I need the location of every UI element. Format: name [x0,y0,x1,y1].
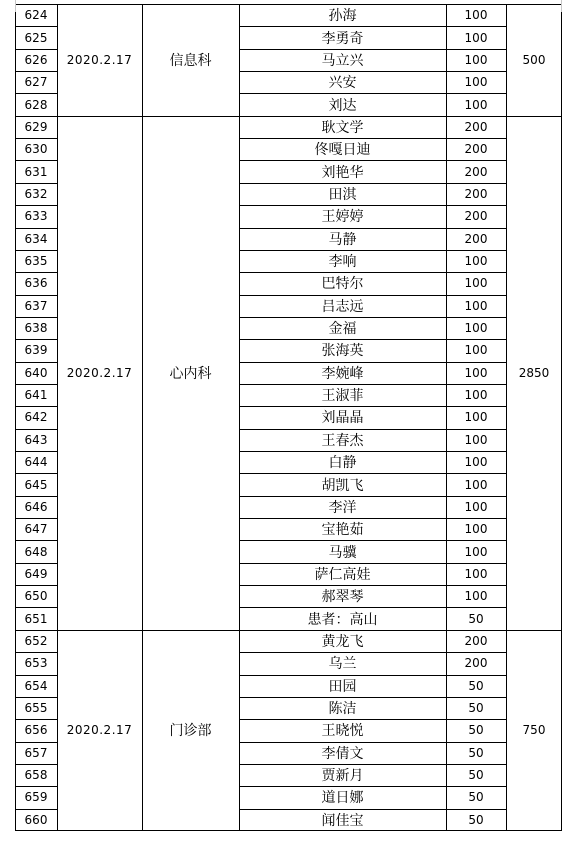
row-number: 660 [24,812,48,827]
row-divider [239,809,506,810]
row-divider [239,742,506,743]
row-name: 孙海 [328,8,357,25]
row-divider [15,339,57,340]
row-divider [15,585,57,586]
row-divider [239,93,506,94]
row-amount: 100 [464,388,488,403]
row-divider [239,362,506,363]
row-name: 马立兴 [321,52,364,69]
row-name: 乌兰 [328,656,357,673]
group-date: 2020.2.17 [66,365,133,380]
row-amount: 100 [464,30,488,45]
row-divider [239,295,506,296]
row-divider [15,496,57,497]
row-divider [15,406,57,407]
row-amount: 100 [464,432,488,447]
group-date: 2020.2.17 [66,723,133,738]
row-divider [239,250,506,251]
row-amount: 50 [468,723,484,738]
column-divider [142,4,143,831]
row-divider [15,49,57,50]
row-name: 马静 [328,231,357,248]
row-amount: 50 [468,701,484,716]
row-name: 陈洁 [328,701,357,718]
row-name: 胡凯飞 [321,477,364,494]
row-divider [15,26,57,27]
row-divider [239,429,506,430]
row-divider [239,160,506,161]
row-divider [15,429,57,430]
row-divider [239,786,506,787]
row-name: 耿文学 [321,119,364,136]
row-number: 641 [24,388,48,403]
row-divider [15,675,57,676]
row-amount: 50 [468,790,484,805]
row-divider [239,339,506,340]
row-divider [15,809,57,810]
row-number: 657 [24,745,48,760]
row-number: 630 [24,142,48,157]
row-name: 刘达 [328,97,357,114]
row-number: 643 [24,432,48,447]
row-number: 632 [24,186,48,201]
row-number: 651 [24,611,48,626]
row-divider [239,473,506,474]
row-divider [15,652,57,653]
row-amount: 100 [464,589,488,604]
row-amount: 50 [468,745,484,760]
row-divider [15,295,57,296]
row-name: 田园 [328,678,357,695]
row-number: 647 [24,522,48,537]
row-amount: 200 [464,634,488,648]
row-divider [15,116,562,117]
row-divider [15,518,57,519]
row-divider [15,205,57,206]
row-divider [15,93,57,94]
row-name: 郝翠琴 [321,589,364,606]
row-number: 654 [24,678,48,693]
row-amount: 200 [464,209,488,224]
row-number: 625 [24,30,48,45]
row-name: 佟嘎日迪 [314,142,371,159]
row-name: 刘晶晶 [321,410,364,427]
row-name: 金福 [328,321,357,338]
row-divider [15,563,57,564]
row-divider [239,585,506,586]
row-amount: 100 [464,97,488,112]
row-divider [239,496,506,497]
row-divider [15,160,57,161]
row-divider [239,607,506,608]
row-divider [15,697,57,698]
row-name: 王婷婷 [321,209,364,226]
row-divider [239,71,506,72]
row-divider [239,451,506,452]
column-divider [506,4,507,831]
row-divider [15,451,57,452]
row-name: 王淑菲 [321,388,364,405]
row-amount: 100 [464,8,488,23]
row-divider [15,473,57,474]
row-amount: 100 [464,75,488,90]
group-department: 门诊部 [169,723,212,740]
column-divider [57,4,58,831]
row-amount: 200 [464,142,488,157]
row-divider [239,205,506,206]
row-number: 656 [24,723,48,738]
group-total: 500 [522,52,546,67]
row-amount: 100 [464,477,488,492]
row-amount: 100 [464,298,488,313]
row-name: 宝艳茹 [321,522,364,539]
row-name: 李洋 [328,499,357,516]
row-number: 640 [24,365,48,380]
row-name: 王春杰 [321,432,364,449]
row-name: 马骥 [328,544,357,561]
row-name: 黄龙飞 [321,634,364,650]
row-number: 633 [24,209,48,224]
row-number: 642 [24,410,48,425]
row-divider [239,764,506,765]
row-amount: 100 [464,455,488,470]
row-divider [15,272,57,273]
row-number: 627 [24,75,48,90]
row-amount: 100 [464,544,488,559]
row-divider [15,362,57,363]
column-divider [561,4,562,831]
row-divider [15,607,57,608]
row-number: 637 [24,298,48,313]
row-divider [15,183,57,184]
row-divider [239,384,506,385]
row-number: 648 [24,544,48,559]
row-name: 李响 [328,254,357,271]
row-divider [15,228,57,229]
group-total: 750 [522,723,546,738]
row-name: 萨仁高娃 [314,566,371,583]
row-divider [239,697,506,698]
row-divider [15,830,562,831]
column-divider [239,4,240,831]
row-divider [239,183,506,184]
row-number: 644 [24,455,48,470]
row-divider [15,764,57,765]
donation-table [15,4,562,831]
column-divider [446,4,447,831]
row-divider [15,742,57,743]
row-name: 吕志远 [321,298,364,315]
row-divider [239,26,506,27]
row-amount: 100 [464,276,488,291]
row-name: 巴特尔 [321,276,364,293]
row-amount: 100 [464,499,488,514]
row-number: 653 [24,656,48,671]
row-amount: 100 [464,321,488,336]
row-number: 659 [24,790,48,805]
row-divider [239,406,506,407]
row-divider [15,71,57,72]
row-divider [239,540,506,541]
row-number: 649 [24,566,48,581]
row-number: 650 [24,589,48,604]
row-name: 刘艳华 [321,164,364,181]
row-divider [239,138,506,139]
row-amount: 200 [464,231,488,246]
row-amount: 100 [464,365,488,380]
group-total: 2850 [518,365,550,380]
row-name: 李倩文 [321,745,364,762]
page-margin-mark [561,0,562,12]
row-number: 628 [24,97,48,112]
row-number: 645 [24,477,48,492]
group-department: 心内科 [169,365,212,382]
row-amount: 200 [464,119,488,134]
row-amount: 50 [468,678,484,693]
row-number: 646 [24,499,48,514]
row-divider [15,317,57,318]
row-amount: 200 [464,164,488,179]
row-number: 624 [24,8,48,23]
row-divider [239,719,506,720]
row-divider [239,563,506,564]
row-name: 白静 [328,455,357,472]
group-department: 信息科 [169,52,212,69]
row-divider [15,138,57,139]
row-name: 闻佳宝 [321,812,364,829]
row-divider [15,250,57,251]
row-divider [15,384,57,385]
row-divider [239,228,506,229]
row-name: 张海英 [321,343,364,360]
row-amount: 100 [464,410,488,425]
row-amount: 100 [464,343,488,358]
row-amount: 100 [464,52,488,67]
row-number: 638 [24,321,48,336]
row-name: 李婉峰 [321,365,364,382]
row-number: 631 [24,164,48,179]
row-number: 658 [24,768,48,783]
row-name: 兴安 [328,75,357,92]
row-number: 629 [24,119,48,134]
row-amount: 100 [464,254,488,269]
row-number: 652 [24,634,48,648]
row-number: 639 [24,343,48,358]
row-divider [239,317,506,318]
row-divider [239,518,506,519]
row-divider [15,786,57,787]
row-number: 626 [24,52,48,67]
row-name: 贾新月 [321,768,364,785]
row-divider [15,540,57,541]
row-amount: 50 [468,768,484,783]
row-divider [15,630,562,631]
row-name: 王晓悦 [321,723,364,740]
row-divider [15,719,57,720]
page-margin-mark [15,0,16,12]
row-divider [15,4,562,5]
row-number: 634 [24,231,48,246]
row-name: 田淇 [328,186,357,203]
row-name: 李勇奇 [321,30,364,47]
row-divider [239,272,506,273]
row-amount: 200 [464,656,488,671]
row-divider [239,675,506,676]
row-number: 635 [24,254,48,269]
row-divider [239,652,506,653]
row-amount: 50 [468,812,484,827]
column-divider [15,4,16,831]
row-number: 636 [24,276,48,291]
row-amount: 100 [464,566,488,581]
group-date: 2020.2.17 [66,52,133,67]
row-amount: 100 [464,522,488,537]
row-name: 道日娜 [321,790,364,807]
row-number: 655 [24,701,48,716]
row-divider [239,49,506,50]
row-amount: 200 [464,186,488,201]
row-amount: 50 [468,611,484,626]
row-name: 患者：高山 [307,611,378,628]
